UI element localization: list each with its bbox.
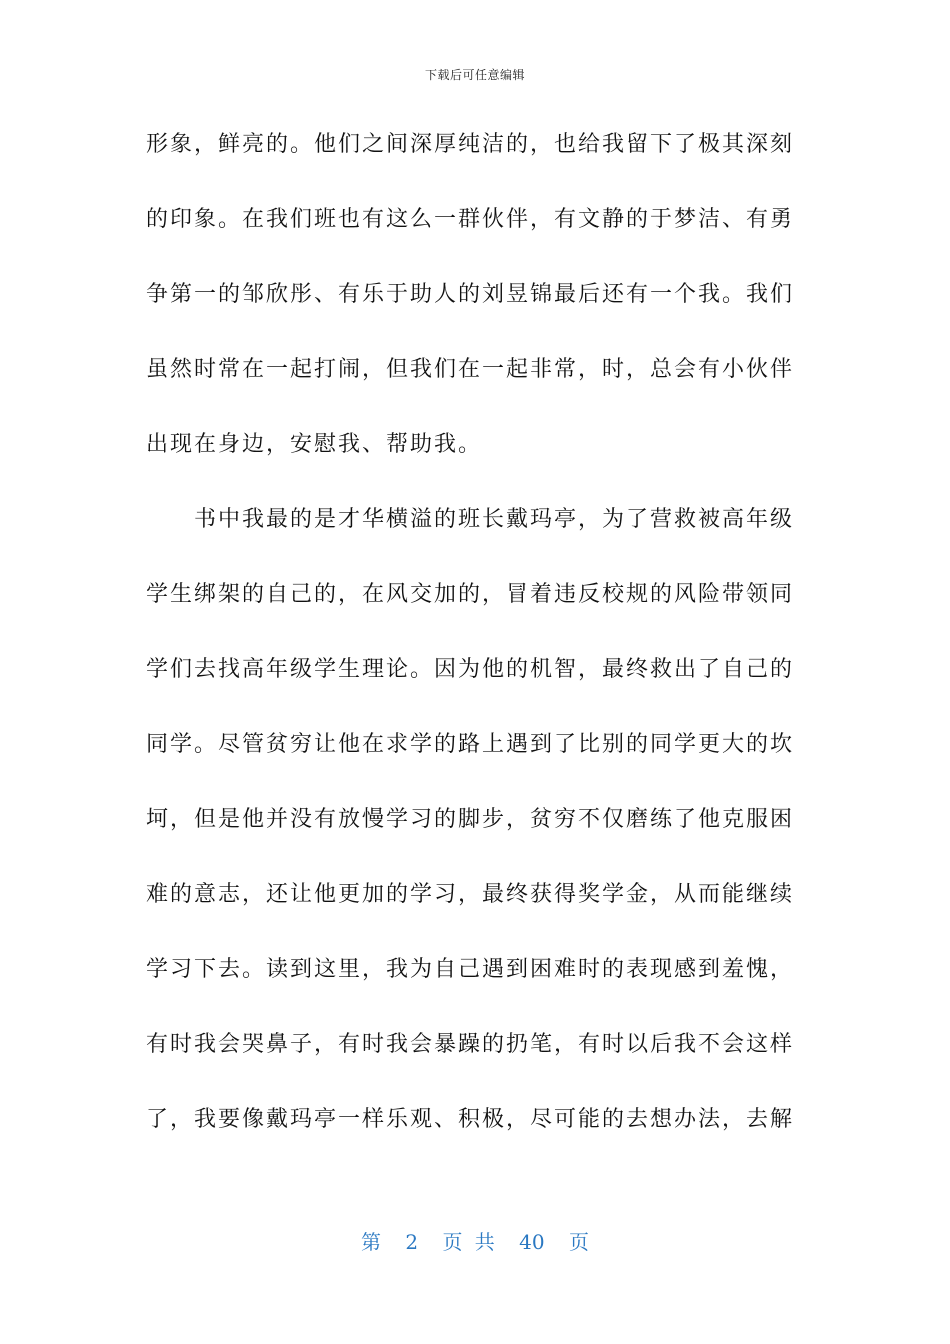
text-line-14: 了，我要像戴玛亭一样乐观、积极，尽可能的去想办法，去解: [146, 1107, 795, 1132]
header-note: 下载后可任意编辑: [424, 68, 525, 82]
text-line-10: 坷，但是他并没有放慢学习的脚步，贫穷不仅磨练了他克服困: [146, 807, 795, 832]
page-suffix: 页: [568, 1230, 589, 1254]
text-line-8: 学们去找高年级学生理论。因为他的机智，最终救出了自己的: [146, 657, 795, 682]
document-body: [146, 125, 806, 1175]
page-number: 2: [405, 1230, 419, 1254]
text-line-13: 有时我会哭鼻子，有时我会暴躁的扔笔，有时以后我不会这样: [146, 1032, 795, 1057]
text-line-2: 的印象。在我们班也有这么一群伙伴，有文静的于梦洁、有勇: [146, 207, 795, 232]
page-footer: [0, 1226, 950, 1255]
text-line-3: 争第一的邹欣彤、有乐于助人的刘昱锦最后还有一个我。我们: [146, 282, 795, 307]
page-total: 40: [519, 1230, 545, 1254]
text-line-12: 学习下去。读到这里，我为自己遇到困难时的表现感到羞愧，: [146, 957, 795, 982]
page-prefix: 第: [361, 1230, 381, 1254]
text-line-9: 同学。尽管贫穷让他在求学的路上遇到了比别的同学更大的坎: [146, 732, 795, 757]
text-line-1: 形象，鲜亮的。他们之间深厚纯洁的，也给我留下了极其深刻: [146, 132, 795, 157]
text-line-6: 书中我最的是才华横溢的班长戴玛亭，为了营救被高年级: [146, 507, 795, 532]
text-line-4: 虽然时常在一起打闹，但我们在一起非常，时，总会有小伙伴: [146, 357, 795, 382]
text-line-11: 难的意志，还让他更加的学习，最终获得奖学金，从而能继续: [146, 882, 795, 907]
text-line-5: 出现在身边，安慰我、帮助我。: [146, 432, 483, 457]
text-line-7: 学生绑架的自己的，在风交加的，冒着违反校规的风险带领同: [146, 582, 795, 607]
page-mid: 页 共: [442, 1230, 495, 1254]
